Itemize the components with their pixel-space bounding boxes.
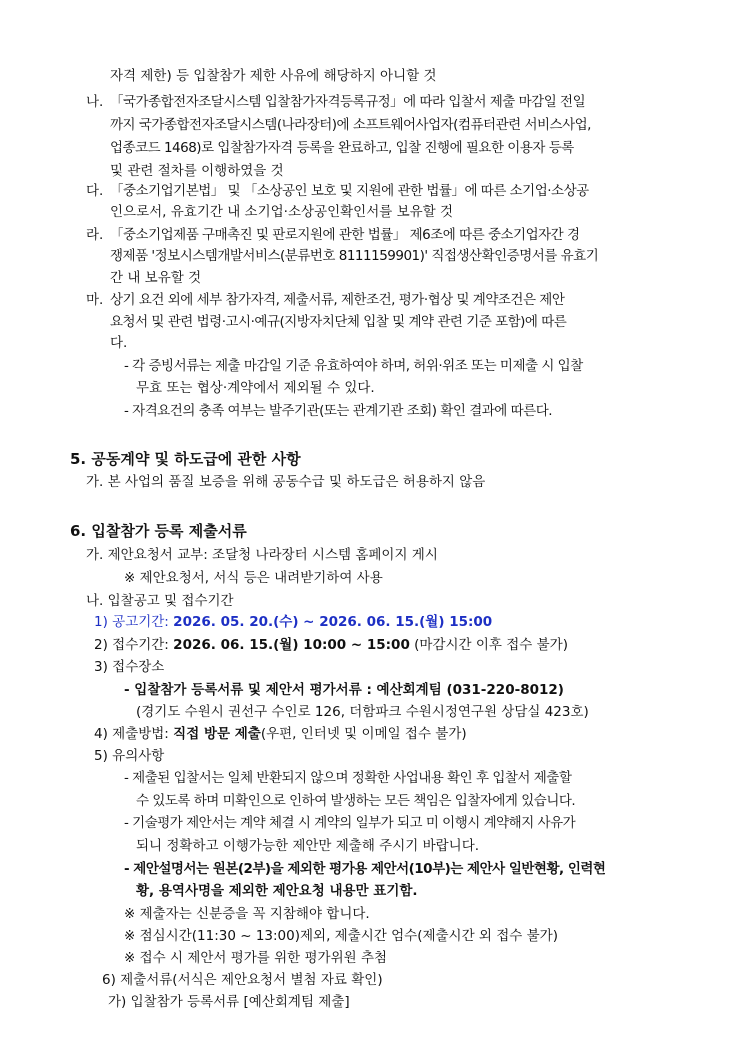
text-line: 가) 입찰참가 등록서류 [예산회계팀 제출] xyxy=(108,994,350,1010)
text-line: 간 내 보유할 것 xyxy=(110,270,202,286)
text-line: 및 관련 절차를 이행하였을 것 xyxy=(110,163,284,179)
text-line: 상기 요건 외에 세부 참가자격, 제출서류, 제한조건, 평가·협상 및 계약조건은 제안 xyxy=(110,292,565,308)
text-line: 5) 유의사항 xyxy=(94,748,165,764)
notice-line: 되니 정확하고 이행가능한 제안만 제출해 주시기 바랍니다. xyxy=(136,838,480,854)
bullet-line: - 자격요건의 충족 여부는 발주기관(또는 관계기관 조회) 확인 결과에 따른다. xyxy=(124,403,553,419)
submission-method-note: (우편, 인터넷 및 이메일 접수 불가) xyxy=(260,726,467,742)
text-line: 쟁제품 '정보시스템개발서비스(분류번호 8111159901)' 직접생산확인증명서를 유효기 xyxy=(110,248,599,264)
item-marker: 나. xyxy=(86,94,104,110)
reception-period-note: (마감시간 이후 접수 불가) xyxy=(414,637,568,653)
notice-line: 수 있도록 하며 미확인으로 인하여 발생하는 모든 책임은 입찰자에게 있습니다. xyxy=(136,793,576,809)
announcement-period-value: 2026. 05. 20.(수) ~ 2026. 06. 15.(월) 15:00 xyxy=(173,614,493,630)
announcement-period-label: 1) 공고기간: xyxy=(94,614,169,630)
section-heading: 6. 입찰참가 등록 제출서류 xyxy=(70,522,247,540)
text-line: 요청서 및 관련 법령·고시·예규(지방자치단체 입찰 및 계약 관련 기준 포함)에 따른 xyxy=(110,314,567,330)
text-line: 가. 본 사업의 품질 보증을 위해 공동수급 및 하도급은 허용하지 않음 xyxy=(86,474,486,490)
remark-line: ※ 제출자는 신분증을 꼭 지참해야 합니다. xyxy=(124,906,370,922)
notice-line: 황, 용역사명을 제외한 제안요청 내용만 표기함. xyxy=(136,883,418,899)
bullet-line: - 각 증빙서류는 제출 마감일 기준 유효하여야 하며, 허위·위조 또는 미제출 시 입찰 xyxy=(124,358,583,374)
notice-line: - 제출된 입찰서는 일체 반환되지 않으며 정확한 사업내용 확인 후 입찰서 제출할 xyxy=(124,770,572,786)
text-line: 「중소기업기본법」 및 「소상공인 보호 및 지원에 관한 법률」에 따른 소기업·소상공 xyxy=(110,183,589,199)
reception-period-value: 2026. 06. 15.(월) 10:00 ~ 15:00 xyxy=(173,637,410,653)
text-line: 「국가종합전자조달시스템 입찰참가자격등록규정」에 따라 입찰서 제출 마감일 전일 xyxy=(110,94,586,110)
notice-line: - 기술평가 제안서는 계약 체결 시 계약의 일부가 되고 미 이행시 계약해지 사유가 xyxy=(124,815,576,831)
notice-line: - 제안설명서는 원본(2부)을 제외한 평가용 제안서(10부)는 제안사 일반현황, 인력현 xyxy=(124,861,606,877)
note-line: ※ 제안요청서, 서식 등은 내려받기하여 사용 xyxy=(124,570,383,586)
item-marker: 라. xyxy=(86,227,104,243)
text-line: 인으로서, 유효기간 내 소기업·소상공인확인서를 보유할 것 xyxy=(110,204,454,220)
text-line: 업종코드 1468)로 입찰참가자격 등록을 완료하고, 입찰 진행에 필요한 이용자 등록 xyxy=(110,140,574,156)
text-line: 자격 제한) 등 입찰참가 제한 사유에 해당하지 아니할 것 xyxy=(110,68,437,84)
text-line: 6) 제출서류(서식은 제안요청서 별첨 자료 확인) xyxy=(102,972,383,988)
text-line: 다. xyxy=(110,335,128,351)
reception-address: (경기도 수원시 권선구 수인로 126, 더함파크 수원시정연구원 상담실 423호) xyxy=(136,704,589,720)
submission-method-value: 직접 방문 제출 xyxy=(173,726,261,742)
remark-line: ※ 점심시간(11:30 ~ 13:00)제외, 제출시간 엄수(제출시간 외 접수 불가) xyxy=(124,928,558,944)
reception-period xyxy=(94,635,568,655)
announcement-period xyxy=(94,612,492,632)
text-line: 까지 국가종합전자조달시스템(나라장터)에 소프트웨어사업자(컴퓨터관련 서비스사업, xyxy=(110,117,591,133)
section-heading: 5. 공동계약 및 하도급에 관한 사항 xyxy=(70,450,301,468)
reception-place: - 입찰참가 등록서류 및 제안서 평가서류 : 예산회계팀 (031-220-8012) xyxy=(124,682,564,698)
text-line: 가. 제안요청서 교부: 조달청 나라장터 시스템 홈페이지 게시 xyxy=(86,547,438,563)
bullet-line: 무효 또는 협상·계약에서 제외될 수 있다. xyxy=(136,380,375,396)
item-marker: 다. xyxy=(86,183,104,199)
item-marker: 마. xyxy=(86,292,104,308)
remark-line: ※ 접수 시 제안서 평가를 위한 평가위원 추첨 xyxy=(124,950,388,966)
text-line: 「중소기업제품 구매촉진 및 판로지원에 관한 법률」 제6조에 따른 중소기업자간 경 xyxy=(110,227,580,243)
text-line: 3) 접수장소 xyxy=(94,659,165,675)
reception-period-label: 2) 접수기간: xyxy=(94,637,169,653)
text-line: 나. 입찰공고 및 접수기간 xyxy=(86,593,234,609)
submission-method-label: 4) 제출방법: xyxy=(94,726,169,742)
submission-method xyxy=(94,724,467,744)
